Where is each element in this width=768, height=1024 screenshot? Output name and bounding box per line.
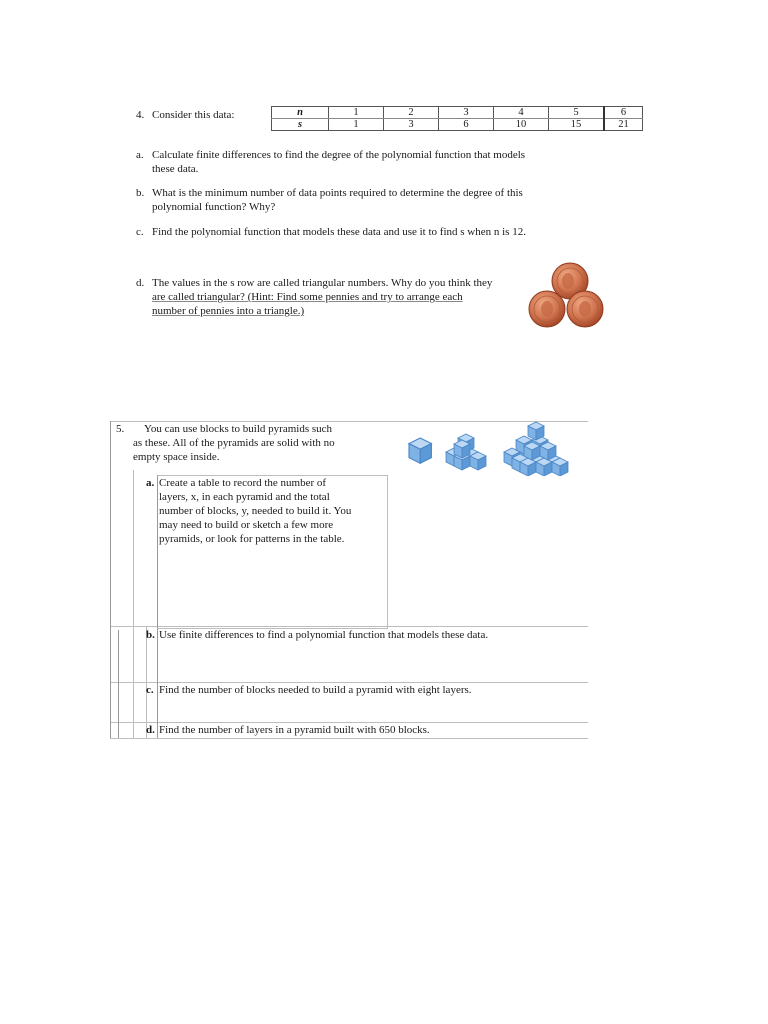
table-cell: 3 bbox=[439, 107, 494, 119]
table-header-s: s bbox=[272, 119, 329, 131]
part-letter: c. bbox=[146, 684, 154, 696]
table-header-n: n bbox=[272, 107, 329, 119]
part-text-line: number of blocks, y, needed to build it. You bbox=[159, 505, 352, 517]
table-row bbox=[272, 107, 643, 119]
data-table bbox=[271, 106, 643, 131]
part-text-line: Calculate finite differences to find the degree of the polynomial function that models bbox=[152, 149, 526, 161]
pennies-icon bbox=[528, 262, 606, 330]
part-text-line: What is the minimum number of data points required to determine the degree of this bbox=[152, 187, 523, 199]
part-text-line: Find the polynomial function that models these data and use it to find s when n is 12. bbox=[152, 226, 526, 238]
part-text-line: pyramids, or look for patterns in the table. bbox=[159, 533, 345, 545]
grid-line bbox=[146, 626, 147, 738]
part-letter: b. bbox=[136, 187, 145, 199]
table-cell: 5 bbox=[549, 107, 605, 119]
part-text-line: polynomial function? Why? bbox=[152, 201, 276, 213]
table-cell: 2 bbox=[384, 107, 439, 119]
intro-line: You can use blocks to build pyramids such bbox=[144, 423, 333, 435]
question-5-intro bbox=[133, 422, 393, 464]
table-cell: 15 bbox=[549, 119, 605, 131]
part-d-letter bbox=[146, 723, 155, 737]
grid-line bbox=[118, 630, 119, 738]
part-text-line: number of pennies into a triangle.) bbox=[152, 305, 305, 317]
part-letter: c. bbox=[136, 226, 144, 238]
part-text-line: layers, x, in each pyramid and the total bbox=[159, 491, 330, 503]
part-a-letter bbox=[146, 476, 154, 490]
part-text-line: The values in the s row are called triangular numbers. Why do you think they bbox=[152, 277, 493, 289]
table-cell: 1 bbox=[329, 107, 384, 119]
grid-line bbox=[133, 470, 134, 738]
table-cell: 6 bbox=[604, 107, 643, 119]
grid-line bbox=[110, 421, 111, 738]
part-letter: b. bbox=[146, 629, 155, 641]
question-4-label: Consider this data: bbox=[152, 109, 235, 121]
table-cell: 10 bbox=[494, 119, 549, 131]
part-b-text: Use finite differences to find a polynomial function that models these data. bbox=[159, 629, 489, 641]
part-a-text bbox=[159, 476, 387, 546]
part-c-text: Find the number of blocks needed to build a pyramid with eight layers. bbox=[159, 684, 472, 696]
table-row bbox=[272, 119, 643, 131]
table-cell: 3 bbox=[384, 119, 439, 131]
part-text-line: are called triangular? (Hint: Find some pennies and try to arrange each bbox=[152, 291, 463, 303]
intro-line: as these. All of the pyramids are solid with no bbox=[133, 437, 335, 449]
part-text-line: may need to build or sketch a few more bbox=[159, 519, 334, 531]
part-letter: a. bbox=[146, 477, 155, 489]
block-pyramids-icon bbox=[404, 420, 576, 476]
part-d-text: Find the number of layers in a pyramid built with 650 blocks. bbox=[159, 724, 430, 736]
part-letter: a. bbox=[136, 149, 144, 161]
part-text-line: Create a table to record the number of bbox=[159, 477, 327, 489]
table-cell: 4 bbox=[494, 107, 549, 119]
question-4-number: 4. bbox=[136, 109, 145, 121]
part-c-letter bbox=[146, 683, 154, 697]
part-text-line: these data. bbox=[152, 163, 199, 175]
part-letter: d. bbox=[146, 724, 155, 736]
grid-line bbox=[110, 738, 588, 739]
table-cell: 21 bbox=[604, 119, 643, 131]
question-5-number: 5. bbox=[116, 423, 125, 435]
table-cell: 6 bbox=[439, 119, 494, 131]
part-b-letter bbox=[146, 628, 155, 642]
part-letter: d. bbox=[136, 277, 145, 289]
intro-line: empty space inside. bbox=[133, 451, 220, 463]
table-cell: 1 bbox=[329, 119, 384, 131]
